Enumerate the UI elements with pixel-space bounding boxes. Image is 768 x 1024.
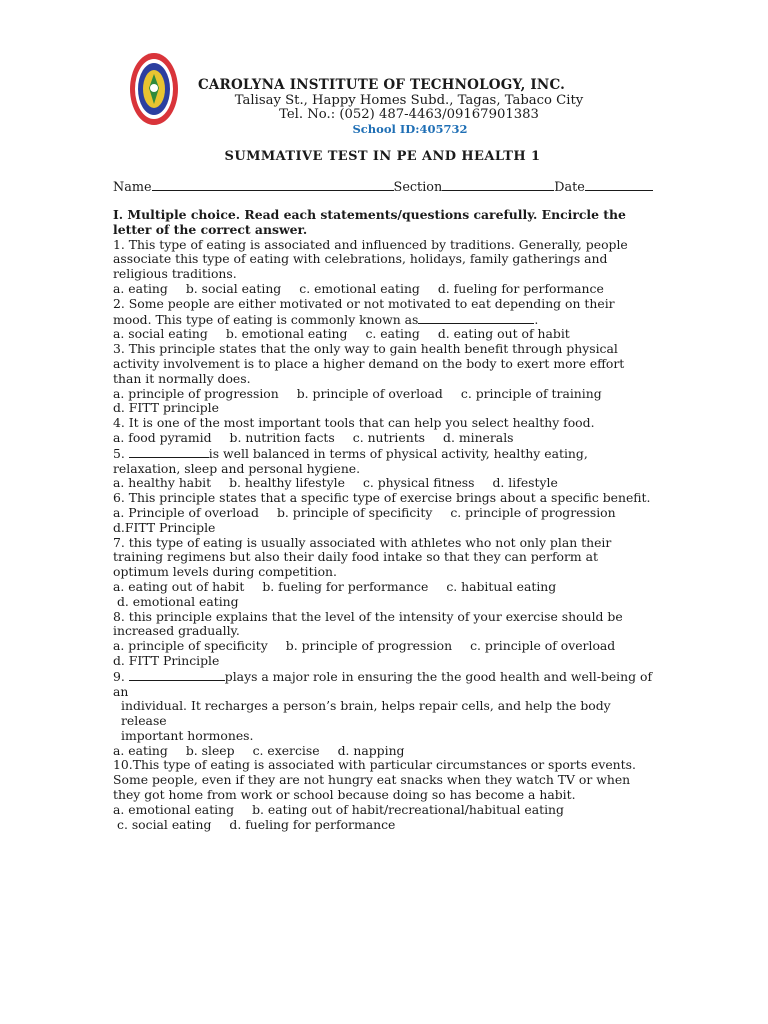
question-3-choices <box>113 387 653 402</box>
question-4: 4. It is one of the most important tools that can help you select healthy food. <box>113 415 595 431</box>
choice[interactable]: b. eating out of habit/recreational/habitual eating <box>252 801 564 817</box>
choice[interactable]: a. principle of specificity <box>113 638 268 654</box>
question-7: 7. this type of eating is usually associated with athletes who not only plan their training regimens but also their daily food intake so that they can perform at optimum levels during competition. <box>113 534 612 580</box>
question-1: 1. This type of eating is associated and influenced by traditions. Generally, people associate this type of eating with celebrations, holidays, family gatherings and religious traditions. <box>113 236 628 282</box>
choice[interactable]: a. Principle of overload <box>113 504 259 520</box>
question-9-text: plays a major role in ensuring the the good health and well-being of an <box>113 668 653 699</box>
choice[interactable]: b. social eating <box>185 280 282 296</box>
choice[interactable]: c. principle of training <box>460 385 602 401</box>
choice[interactable]: d. FITT Principle <box>113 652 220 668</box>
choice[interactable]: d.FITT Principle <box>113 519 216 535</box>
choice[interactable]: d. fueling for performance <box>437 280 604 296</box>
test-body <box>113 208 653 832</box>
question-7-choices <box>113 580 653 595</box>
question-1-choices <box>113 282 653 297</box>
question-2-end: . <box>534 311 539 327</box>
school-id: School ID:405732 <box>352 122 468 136</box>
choice[interactable]: d. napping <box>337 742 405 758</box>
choice[interactable]: b. principle of overload <box>296 385 443 401</box>
question-9-line-2: individual. It recharges a person’s brain, helps repair cells, and help the body release <box>121 698 611 729</box>
question-7-choices-extra <box>113 595 653 610</box>
question-2 <box>113 297 653 328</box>
choice[interactable]: c. eating <box>365 326 420 342</box>
question-8: 8. this principle explains that the level of the intensity of your exercise should be increased gradually. <box>113 608 623 639</box>
question-8-choices <box>113 639 653 654</box>
question-5-number: 5. <box>113 445 125 461</box>
student-info-line <box>113 178 653 195</box>
question-9-choices <box>113 744 653 759</box>
instructions: I. Multiple choice. Read each statements/questions carefully. Encircle the letter of the correct answer. <box>113 207 626 237</box>
choice[interactable]: c. exercise <box>252 742 320 758</box>
choice[interactable]: c. social eating <box>117 816 212 832</box>
choice[interactable]: a. emotional eating <box>113 801 235 817</box>
choice[interactable]: d. eating out of habit <box>437 326 570 342</box>
choice[interactable]: c. physical fitness <box>362 475 475 491</box>
choice[interactable]: a. eating <box>113 280 168 296</box>
answer-blank[interactable] <box>129 669 225 681</box>
question-3-choices-extra <box>113 401 653 416</box>
choice[interactable]: c. principle of progression <box>450 504 616 520</box>
section-blank[interactable] <box>442 178 554 191</box>
question-10-choices <box>113 803 653 818</box>
date-label: Date <box>554 180 585 195</box>
question-9 <box>113 669 653 700</box>
school-telephone: Tel. No.: (052) 487-4463/09167901383 <box>279 107 539 122</box>
choice[interactable]: c. principle of overload <box>470 638 616 654</box>
question-2-text: 2. Some people are either motivated or not motivated to eat depending on their mood. This type of eating is commonly known as <box>113 295 615 327</box>
choice[interactable]: a. social eating <box>113 326 208 342</box>
choice[interactable]: c. emotional eating <box>299 280 420 296</box>
choice[interactable]: b. principle of specificity <box>276 504 433 520</box>
choice[interactable]: c. habitual eating <box>446 578 557 594</box>
question-5-choices <box>113 476 653 491</box>
section-label: Section <box>393 180 443 195</box>
name-blank[interactable] <box>152 178 394 191</box>
choice[interactable]: a. principle of progression <box>113 385 279 401</box>
choice[interactable]: c. nutrients <box>352 429 426 445</box>
choice[interactable]: a. food pyramid <box>113 429 212 445</box>
choice[interactable]: b. emotional eating <box>225 326 348 342</box>
answer-blank[interactable] <box>418 312 534 324</box>
school-name: CAROLYNA INSTITUTE OF TECHNOLOGY, INC. <box>197 77 566 93</box>
question-10-choices-extra <box>113 818 653 833</box>
choice[interactable]: a. eating out of habit <box>113 578 245 594</box>
question-2-choices <box>113 327 653 342</box>
question-10: 10.This type of eating is associated with particular circumstances or sports events. Some people, even if they are not hungry eat snacks when they watch TV or when they got home from work or school because doing so has become a habit. <box>113 757 636 803</box>
choice[interactable]: d. FITT principle <box>113 400 219 416</box>
answer-blank[interactable] <box>129 446 209 458</box>
question-6: 6. This principle states that a specific type of exercise brings about a specific benefit. <box>113 490 651 506</box>
school-address: Talisay St., Happy Homes Subd., Tagas, Tabaco City <box>234 93 584 108</box>
question-9-number: 9. <box>113 668 125 684</box>
choice[interactable]: a. eating <box>113 742 168 758</box>
choice[interactable]: d. lifestyle <box>492 475 558 491</box>
name-label: Name <box>113 180 152 195</box>
choice[interactable]: b. principle of progression <box>285 638 453 654</box>
choice[interactable]: b. nutrition facts <box>229 429 335 445</box>
question-5-text: is well balanced in terms of physical activity, healthy eating, relaxation, sleep and personal hygiene. <box>113 445 588 476</box>
choice[interactable]: d. fueling for performance <box>229 816 396 832</box>
question-6-choices <box>113 506 653 521</box>
question-3: 3. This principle states that the only way to gain health benefit through physical activity involvement is to place a higher demand on the body to exert more effort than it normally does. <box>113 341 625 386</box>
question-8-choices-extra <box>113 654 653 669</box>
choice[interactable]: d. emotional eating <box>117 593 239 609</box>
question-9-line-3: important hormones. <box>121 727 254 743</box>
choice[interactable]: b. fueling for performance <box>262 578 429 594</box>
choice[interactable]: d. minerals <box>443 429 514 445</box>
question-4-choices <box>113 431 653 446</box>
choice[interactable]: b. healthy lifestyle <box>229 475 345 491</box>
choice[interactable]: b. sleep <box>185 742 235 758</box>
choice[interactable]: a. healthy habit <box>113 475 212 491</box>
question-6-choices-extra <box>113 521 653 536</box>
question-5 <box>113 446 653 477</box>
date-blank[interactable] <box>585 178 653 191</box>
test-title: SUMMATIVE TEST IN PE AND HEALTH 1 <box>224 149 541 164</box>
